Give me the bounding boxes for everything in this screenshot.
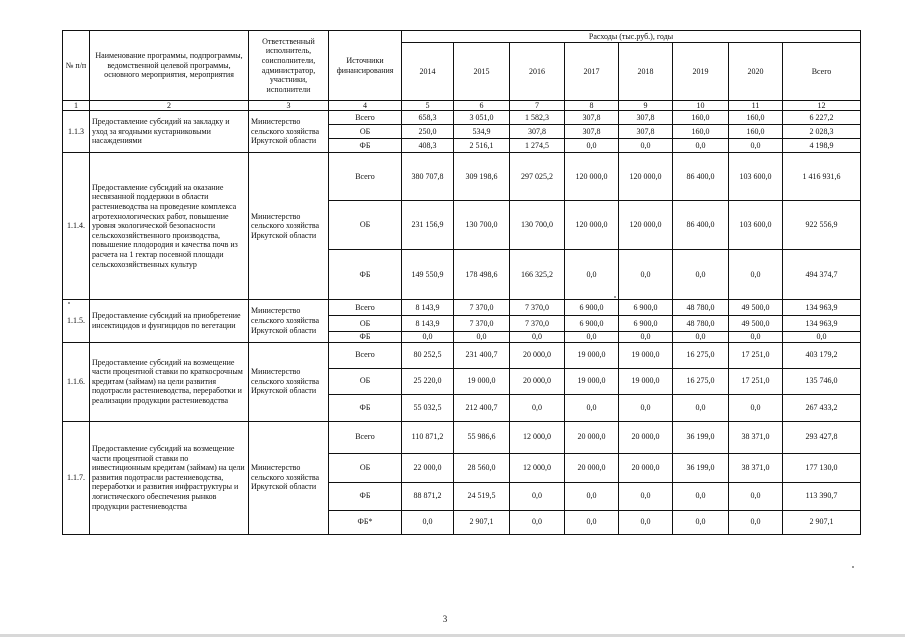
header-executor: Ответственный исполнитель, соисполнители, администратор, участники, исполнители (249, 31, 329, 101)
amount-cell: 0,0 (619, 332, 673, 343)
amount-cell: 0,0 (673, 482, 729, 510)
budget-table (62, 30, 861, 535)
amount-cell: 0,0 (565, 139, 619, 153)
scan-speck (68, 302, 70, 304)
amount-cell: 0,0 (729, 250, 783, 300)
amount-cell: 12 000,0 (510, 453, 565, 482)
amount-cell: 20 000,0 (565, 453, 619, 482)
funding-source: ФБ (329, 250, 402, 300)
amount-cell: 110 871,2 (402, 421, 454, 453)
column-number: 5 (402, 101, 454, 111)
column-number: 8 (565, 101, 619, 111)
executor: Министерство сельского хозяйства Иркутской области (249, 153, 329, 300)
column-number: 2 (90, 101, 249, 111)
amount-cell: 0,0 (565, 332, 619, 343)
amount-cell: 309 198,6 (454, 153, 510, 201)
amount-cell: 0,0 (510, 332, 565, 343)
amount-cell: 0,0 (729, 332, 783, 343)
amount-cell: 380 707,8 (402, 153, 454, 201)
header-source: Источники финансирования (329, 31, 402, 101)
amount-cell: 534,9 (454, 125, 510, 139)
amount-cell: 3 051,0 (454, 111, 510, 125)
amount-cell: 0,0 (673, 250, 729, 300)
amount-cell: 293 427,8 (783, 421, 861, 453)
table-row (63, 111, 861, 125)
header-year: 2018 (619, 43, 673, 101)
amount-cell: 307,8 (619, 125, 673, 139)
amount-cell: 7 370,0 (510, 316, 565, 332)
amount-cell: 307,8 (565, 125, 619, 139)
header-year: 2020 (729, 43, 783, 101)
amount-cell: 20 000,0 (565, 421, 619, 453)
amount-cell: 212 400,7 (454, 394, 510, 421)
amount-cell: 0,0 (565, 482, 619, 510)
scan-speck (852, 566, 854, 568)
amount-cell: 0,0 (729, 394, 783, 421)
header-year: 2015 (454, 43, 510, 101)
amount-cell: 160,0 (673, 125, 729, 139)
amount-cell: 178 498,6 (454, 250, 510, 300)
amount-cell: 12 000,0 (510, 421, 565, 453)
amount-cell: 120 000,0 (565, 153, 619, 201)
amount-cell: 0,0 (454, 332, 510, 343)
amount-cell: 86 400,0 (673, 153, 729, 201)
amount-cell: 80 252,5 (402, 342, 454, 368)
funding-source: Всего (329, 342, 402, 368)
amount-cell: 0,0 (619, 250, 673, 300)
amount-cell: 8 143,9 (402, 300, 454, 316)
amount-cell: 134 963,9 (783, 300, 861, 316)
header-num: № п/п (63, 31, 90, 101)
column-number: 12 (783, 101, 861, 111)
amount-cell: 267 433,2 (783, 394, 861, 421)
amount-cell: 0,0 (510, 394, 565, 421)
amount-cell: 7 370,0 (454, 300, 510, 316)
amount-cell: 2 907,1 (454, 510, 510, 534)
funding-source: ОБ (329, 125, 402, 139)
amount-cell: 307,8 (619, 111, 673, 125)
measure-name: Предоставление субсидий на приобретение инсектицидов и фунгицидов по вегетации (90, 300, 249, 343)
amount-cell: 6 900,0 (619, 316, 673, 332)
amount-cell: 48 780,0 (673, 316, 729, 332)
amount-cell: 2 028,3 (783, 125, 861, 139)
funding-source: Всего (329, 421, 402, 453)
column-number: 3 (249, 101, 329, 111)
funding-source: ОБ (329, 368, 402, 394)
amount-cell: 22 000,0 (402, 453, 454, 482)
amount-cell: 149 550,9 (402, 250, 454, 300)
amount-cell: 6 227,2 (783, 111, 861, 125)
amount-cell: 0,0 (510, 482, 565, 510)
amount-cell: 88 871,2 (402, 482, 454, 510)
amount-cell: 135 746,0 (783, 368, 861, 394)
amount-cell: 231 156,9 (402, 201, 454, 250)
amount-cell: 19 000,0 (454, 368, 510, 394)
measure-name: Предоставление субсидий на оказание несвязанной поддержки в области растениеводства на проведение комплекса агротехнологических работ, повышение уровня экологической безопасности сельскохозяйственного производства, повышение плодородия и качества почв из расчета на 1 гектар посевной площади сельскохозяйственных культур (90, 153, 249, 300)
amount-cell: 658,3 (402, 111, 454, 125)
amount-cell: 1 416 931,6 (783, 153, 861, 201)
funding-source: ОБ (329, 201, 402, 250)
amount-cell: 4 198,9 (783, 139, 861, 153)
table-row (63, 342, 861, 368)
amount-cell: 36 199,0 (673, 453, 729, 482)
amount-cell: 16 275,0 (673, 342, 729, 368)
amount-cell: 0,0 (619, 510, 673, 534)
table-row (63, 300, 861, 316)
column-number: 10 (673, 101, 729, 111)
row-number: 1.1.3 (63, 111, 90, 153)
amount-cell: 250,0 (402, 125, 454, 139)
table-row (63, 153, 861, 201)
funding-source: ОБ (329, 453, 402, 482)
amount-cell: 134 963,9 (783, 316, 861, 332)
amount-cell: 55 032,5 (402, 394, 454, 421)
amount-cell: 307,8 (565, 111, 619, 125)
amount-cell: 20 000,0 (619, 453, 673, 482)
amount-cell: 49 500,0 (729, 316, 783, 332)
amount-cell: 160,0 (729, 125, 783, 139)
amount-cell: 494 374,7 (783, 250, 861, 300)
amount-cell: 49 500,0 (729, 300, 783, 316)
header-expenses: Расходы (тыс.руб.), годы (402, 31, 861, 43)
header-year: 2016 (510, 43, 565, 101)
header-year: 2014 (402, 43, 454, 101)
table-header (63, 31, 861, 111)
amount-cell: 2 516,1 (454, 139, 510, 153)
amount-cell: 7 370,0 (510, 300, 565, 316)
amount-cell: 403 179,2 (783, 342, 861, 368)
column-number: 7 (510, 101, 565, 111)
funding-source: Всего (329, 111, 402, 125)
amount-cell: 0,0 (565, 250, 619, 300)
amount-cell: 28 560,0 (454, 453, 510, 482)
amount-cell: 86 400,0 (673, 201, 729, 250)
amount-cell: 922 556,9 (783, 201, 861, 250)
amount-cell: 6 900,0 (565, 300, 619, 316)
amount-cell: 120 000,0 (565, 201, 619, 250)
amount-cell: 0,0 (729, 510, 783, 534)
amount-cell: 166 325,2 (510, 250, 565, 300)
amount-cell: 0,0 (619, 394, 673, 421)
executor: Министерство сельского хозяйства Иркутской области (249, 111, 329, 153)
row-number: 1.1.7. (63, 421, 90, 534)
header-year: Всего (783, 43, 861, 101)
column-number: 9 (619, 101, 673, 111)
amount-cell: 24 519,5 (454, 482, 510, 510)
funding-source: Всего (329, 153, 402, 201)
amount-cell: 17 251,0 (729, 368, 783, 394)
amount-cell: 38 371,0 (729, 421, 783, 453)
amount-cell: 7 370,0 (454, 316, 510, 332)
funding-source: ФБ* (329, 510, 402, 534)
amount-cell: 0,0 (510, 510, 565, 534)
amount-cell: 0,0 (402, 510, 454, 534)
amount-cell: 8 143,9 (402, 316, 454, 332)
amount-cell: 160,0 (729, 111, 783, 125)
amount-cell: 103 600,0 (729, 153, 783, 201)
amount-cell: 0,0 (729, 139, 783, 153)
page-number: 3 (442, 614, 448, 624)
funding-source: ФБ (329, 394, 402, 421)
amount-cell: 120 000,0 (619, 201, 673, 250)
amount-cell: 6 900,0 (619, 300, 673, 316)
funding-source: ОБ (329, 316, 402, 332)
funding-source: ФБ (329, 482, 402, 510)
amount-cell: 1 582,3 (510, 111, 565, 125)
amount-cell: 0,0 (565, 394, 619, 421)
column-number: 1 (63, 101, 90, 111)
executor: Министерство сельского хозяйства Иркутской области (249, 421, 329, 534)
header-year: 2017 (565, 43, 619, 101)
amount-cell: 0,0 (619, 482, 673, 510)
amount-cell: 0,0 (673, 510, 729, 534)
column-number: 6 (454, 101, 510, 111)
measure-name: Предоставление субсидий на возмещение части процентной ставки по краткосрочным кредитам (займам) на цели развития подотрасли растениеводства, переработки и реализации продукции растениеводства (90, 342, 249, 421)
amount-cell: 130 700,0 (454, 201, 510, 250)
amount-cell: 0,0 (402, 332, 454, 343)
amount-cell: 408,3 (402, 139, 454, 153)
amount-cell: 38 371,0 (729, 453, 783, 482)
amount-cell: 0,0 (783, 332, 861, 343)
column-number: 11 (729, 101, 783, 111)
column-number: 4 (329, 101, 402, 111)
table-row (63, 421, 861, 453)
scan-edge (0, 634, 905, 637)
amount-cell: 20 000,0 (619, 421, 673, 453)
row-number: 1.1.4. (63, 153, 90, 300)
row-number: 1.1.6. (63, 342, 90, 421)
amount-cell: 20 000,0 (510, 368, 565, 394)
amount-cell: 19 000,0 (619, 368, 673, 394)
amount-cell: 0,0 (673, 139, 729, 153)
amount-cell: 2 907,1 (783, 510, 861, 534)
table-body (63, 111, 861, 535)
amount-cell: 160,0 (673, 111, 729, 125)
amount-cell: 6 900,0 (565, 316, 619, 332)
measure-name: Предоставление субсидий на закладку и уход за ягодными кустарниковыми насаждениями (90, 111, 249, 153)
amount-cell: 17 251,0 (729, 342, 783, 368)
amount-cell: 0,0 (729, 482, 783, 510)
amount-cell: 16 275,0 (673, 368, 729, 394)
amount-cell: 0,0 (619, 139, 673, 153)
amount-cell: 120 000,0 (619, 153, 673, 201)
scan-speck (614, 296, 616, 298)
amount-cell: 103 600,0 (729, 201, 783, 250)
executor: Министерство сельского хозяйства Иркутской области (249, 300, 329, 343)
amount-cell: 55 986,6 (454, 421, 510, 453)
column-number-row (63, 101, 861, 111)
amount-cell: 0,0 (565, 510, 619, 534)
header-year: 2019 (673, 43, 729, 101)
amount-cell: 130 700,0 (510, 201, 565, 250)
measure-name: Предоставление субсидий на возмещение части процентной ставки по инвестиционным кредитам (займам) на цели развития подотрасли растениеводства, переработки и развития инфраструктуры и логистического обеспечения рынков продукции растениеводства (90, 421, 249, 534)
amount-cell: 297 025,2 (510, 153, 565, 201)
amount-cell: 0,0 (673, 332, 729, 343)
amount-cell: 19 000,0 (565, 368, 619, 394)
amount-cell: 19 000,0 (619, 342, 673, 368)
amount-cell: 307,8 (510, 125, 565, 139)
funding-source: ФБ (329, 139, 402, 153)
amount-cell: 25 220,0 (402, 368, 454, 394)
amount-cell: 1 274,5 (510, 139, 565, 153)
funding-source: ФБ (329, 332, 402, 343)
amount-cell: 231 400,7 (454, 342, 510, 368)
amount-cell: 19 000,0 (565, 342, 619, 368)
row-number: 1.1.5. (63, 300, 90, 343)
amount-cell: 177 130,0 (783, 453, 861, 482)
header-name: Наименование программы, подпрограммы, ведомственной целевой программы, основного мероприятия, мероприятия (90, 31, 249, 101)
amount-cell: 0,0 (673, 394, 729, 421)
amount-cell: 36 199,0 (673, 421, 729, 453)
executor: Министерство сельского хозяйства Иркутской области (249, 342, 329, 421)
funding-source: Всего (329, 300, 402, 316)
amount-cell: 48 780,0 (673, 300, 729, 316)
amount-cell: 113 390,7 (783, 482, 861, 510)
amount-cell: 20 000,0 (510, 342, 565, 368)
